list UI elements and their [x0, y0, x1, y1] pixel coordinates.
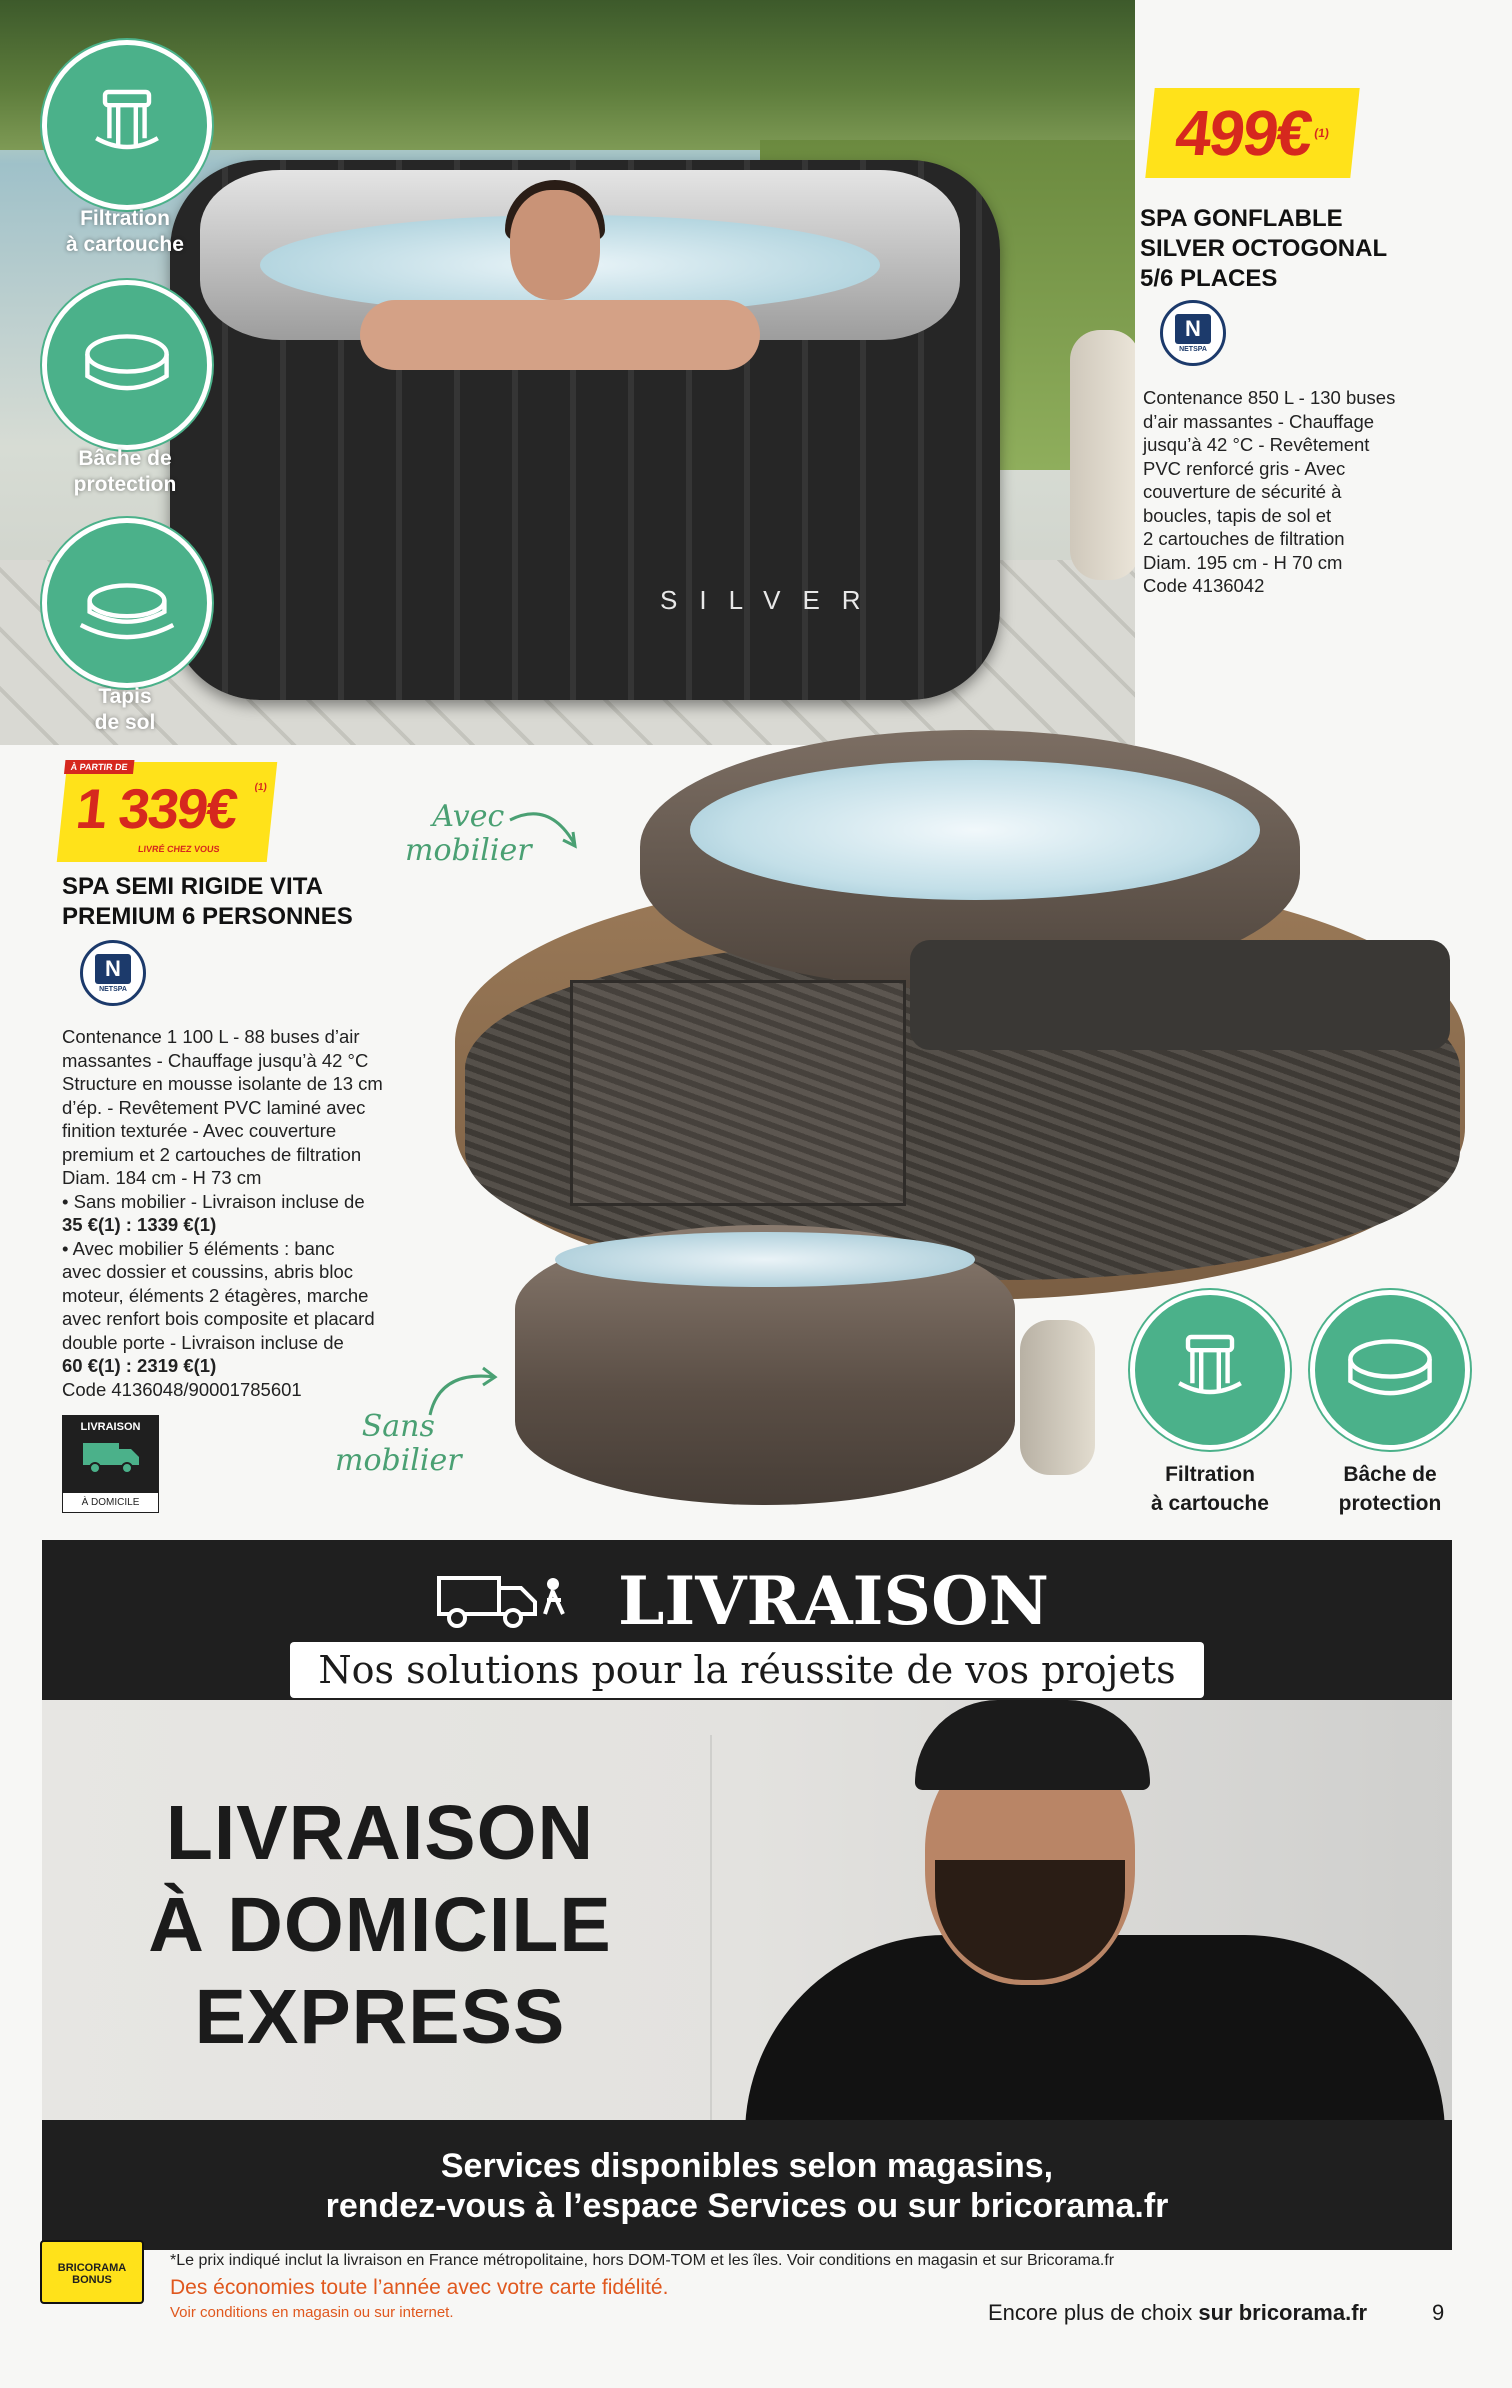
feature-label-cover: Bâche de protection — [73, 447, 177, 496]
more-choice — [988, 2300, 1367, 2326]
livraison-express-title: LIVRAISON À DOMICILE EXPRESS — [148, 1790, 612, 2060]
spa-water — [690, 760, 1260, 900]
delivery-badge-bottom: À DOMICILE — [63, 1493, 158, 1512]
delivery-badge — [62, 1415, 159, 1513]
arrow-icon — [425, 1360, 505, 1420]
ground-mat-icon — [42, 518, 212, 688]
tub-lettering: SILVER — [660, 585, 883, 615]
delivery-truck-icon — [81, 1439, 141, 1475]
spa-vita-specs: Contenance 1 100 L - 88 buses d’air massantes - Chauffage jusqu’à 42 °C Structure en mousse isolante de 13 cm d’ép. - Revêtement PVC laminé avec finition texturée - Avec couverture premium et 2 cartouches de filtration Diam. 184 cm - H 73 cm • Sans mobilier - Livraison incluse de 35 €(1) : 1339 €(1) • Avec mobilier 5 éléments : banc avec dossier et coussins, abris bloc moteur, éléments 2 étagères, marche avec renfort bois composite et placard double porte - Livraison incluse de 60 €(1) : 2319 €(1) Code 4136048/90001785601 — [62, 1026, 383, 1400]
loyalty-line: Des économies toute l’année avec votre carte fidélité. — [170, 2276, 669, 2299]
spa-vita-price: 1 339€ — [73, 777, 239, 840]
motor-cabinet — [570, 980, 906, 1206]
bricorama-bonus-logo — [40, 2240, 144, 2304]
spa-cover-icon — [42, 280, 212, 450]
livraison-subheading: Nos solutions pour la réussite de vos projets — [290, 1642, 1203, 1698]
livraison-subheading-bar — [42, 1640, 1452, 1700]
model-arms — [360, 300, 760, 370]
spa-silver-price: 499€ — [1172, 97, 1315, 169]
bench-cushion — [910, 940, 1450, 1050]
filter-cartridge-icon — [1130, 1290, 1290, 1450]
spa-vita-price-tag — [57, 762, 278, 862]
spa-silver-price-tag — [1145, 88, 1359, 178]
delivery-truck-icon — [435, 1570, 580, 1632]
spa-silver-price-note: (1) — [1313, 126, 1330, 140]
script-without-furniture: Sans mobilier — [335, 1409, 462, 1478]
spa-cover-icon — [1310, 1290, 1470, 1450]
price-footnote: *Le prix indiqué inclut la livraison en France métropolitaine, hors DOM-TOM et les îles. Voir conditions en magasin et sur Bricorama.fr — [170, 2252, 1115, 2269]
spa-pump-unit — [1020, 1320, 1095, 1475]
feature-label-filtration: Filtration à cartouche — [66, 207, 184, 256]
livraison-heading: LIVRAISON — [618, 1562, 1049, 1640]
feature-label-filtration: Filtration à cartouche — [1151, 1463, 1269, 1515]
price-prefix: À PARTIR DE — [64, 760, 134, 774]
spa-pump-unit — [1070, 330, 1140, 580]
logo-text: BRICORAMA BONUS — [57, 2262, 127, 2286]
feature-label-cover: Bâche de protection — [1338, 1463, 1442, 1515]
arrow-icon — [505, 800, 585, 855]
netspa-logo: N NETSPA — [1160, 300, 1226, 366]
loyalty-sub: Voir conditions en magasin ou sur internet. — [170, 2304, 454, 2321]
script-with-furniture: Avec mobilier — [405, 799, 532, 868]
feature-label-mat: Tapis de sol — [94, 685, 156, 734]
panel-divider — [710, 1735, 712, 2120]
delivery-man-body — [745, 1935, 1445, 2135]
netspa-logo: N NETSPA — [80, 940, 146, 1006]
more-choice-prefix: Encore plus de choix — [988, 2300, 1193, 2325]
spa-vita-title: SPA SEMI RIGIDE VITA PREMIUM 6 PERSONNES — [62, 873, 353, 930]
price-suffix: LIVRÉ CHEZ VOUS — [137, 844, 221, 854]
page-number: 9 — [1432, 2300, 1445, 2325]
model-face — [510, 190, 600, 300]
spa-silver-specs: Contenance 850 L - 130 buses d’air massantes - Chauffage jusqu’à 42 °C - Revêtement PVC renforcé gris - Avec couverture de sécurité à boucles, tapis de sol et 2 cartouches de filtration Diam. 195 cm - H 70 cm Code 4136042 — [1143, 387, 1396, 596]
filter-cartridge-icon — [42, 40, 212, 210]
services-text: Services disponibles selon magasins, rendez-vous à l’espace Services ou sur bricorama.fr — [325, 2147, 1169, 2225]
spa-vita-price-note: (1) — [253, 782, 268, 793]
spa-silver-title: SPA GONFLABLE SILVER OCTOGONAL 5/6 PLACES — [1140, 205, 1388, 292]
spa-water — [555, 1232, 975, 1287]
delivery-badge-top: LIVRAISON — [80, 1421, 141, 1433]
more-choice-link: sur bricorama.fr — [1198, 2300, 1368, 2325]
